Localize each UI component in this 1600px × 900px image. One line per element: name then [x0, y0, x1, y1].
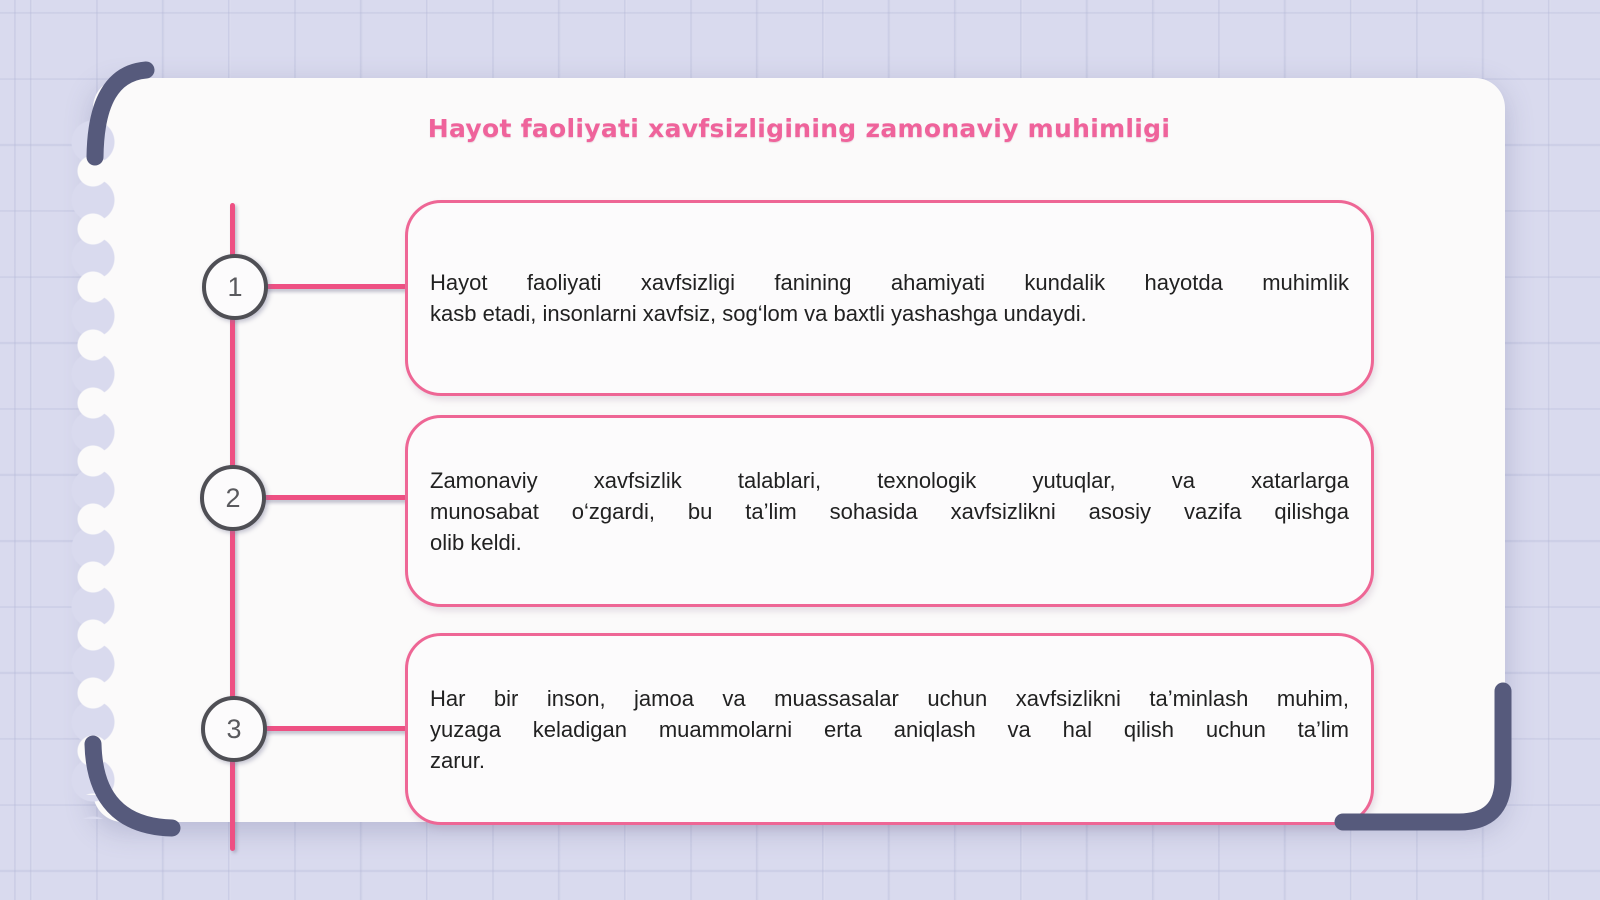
card-scalloped-edge-notches: [70, 119, 116, 819]
step-1-number: 1: [227, 271, 243, 302]
step-1-text: Hayot faoliyati xavfsizligi fanining ahamiyati kundalik hayotda muhimlik kasb etadi, insonlarni xavfsiz, sog‘lom va baxtli yashashga undaydi.: [430, 270, 1349, 326]
step-2-text-box: [405, 415, 1374, 607]
step-3-number-badge: [201, 696, 267, 762]
card-scalloped-edge-bumps: [77, 155, 109, 795]
slide-title: Hayot faoliyati xavfsizligining zamonaviy muhimligi: [427, 114, 1171, 143]
step-2-text: Zamonaviy xavfsizlik talablari, texnologik yutuqlar, va xatarlarga munosabat o‘zgardi, bu ta’lim sohasida xavfsizlikni asosiy vazifa qilishga olib keldi.: [430, 467, 1349, 555]
step-1-text-box: [405, 200, 1374, 396]
step-2-number-badge: [200, 465, 266, 531]
step-3-text-box: [405, 633, 1374, 825]
step-3-text: Har bir inson, jamoa va muassasalar uchun xavfsizlikni ta’minlash muhim, yuzaga keladigan muammolarni erta aniqlash va hal qilish uchun ta’lim zarur.: [430, 685, 1349, 773]
step-1-number-badge: [202, 254, 268, 320]
step-3-number: 3: [226, 713, 242, 744]
step-2-number: 2: [225, 482, 241, 513]
slide-card: [93, 78, 1505, 822]
